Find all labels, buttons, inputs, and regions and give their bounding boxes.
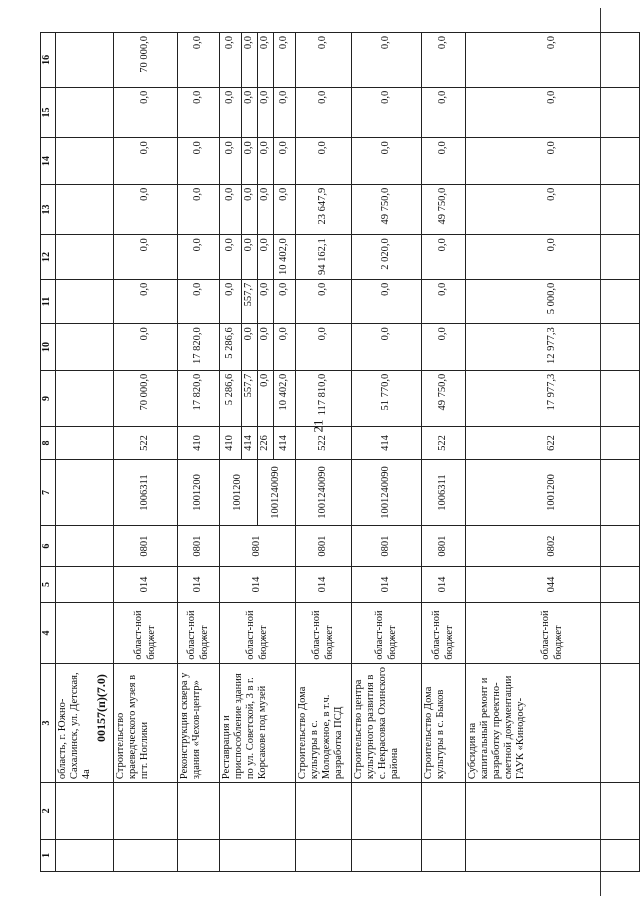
col-header: 15 xyxy=(41,87,56,138)
table-row xyxy=(422,33,466,872)
cell: 0801 xyxy=(114,526,178,566)
cell: 0,0 xyxy=(352,87,422,138)
cell: 0801 xyxy=(352,526,422,566)
cell: 17 820,0 xyxy=(178,324,220,370)
funding-source: област-ной бюджет xyxy=(220,603,296,664)
cell: 17 820,0 xyxy=(178,370,220,427)
cell: 49 750,0 xyxy=(422,370,466,427)
cell: 0,0 xyxy=(220,235,242,279)
cell: 0,0 xyxy=(296,138,352,184)
cell: 0,0 xyxy=(352,138,422,184)
cell: 0,0 xyxy=(220,184,242,235)
cell: 70 000,0 xyxy=(114,33,178,88)
object-name: Реставрация и приспособление здания по ул. Советской, 3 в г. Корсакове под музей xyxy=(220,663,296,782)
cell: 014 xyxy=(220,566,296,602)
col-header: 10 xyxy=(41,324,56,370)
cell: 0,0 xyxy=(220,138,242,184)
cell: 0,0 xyxy=(242,235,258,279)
cell: 0,0 xyxy=(352,324,422,370)
cell: 0,0 xyxy=(178,184,220,235)
cell: 0,0 xyxy=(422,33,466,88)
object-name: Субсидия на капитальный ремонт и разработку проектно-сметной документации ГАУК «Кинодосу- xyxy=(466,663,640,782)
cell: 0,0 xyxy=(114,138,178,184)
col-header: 8 xyxy=(41,427,56,459)
cell: 522 xyxy=(114,427,178,459)
cell: 0,0 xyxy=(352,279,422,323)
cell: 0,0 xyxy=(422,235,466,279)
cell: 0,0 xyxy=(178,33,220,88)
cell: 414 xyxy=(242,427,258,459)
col-header: 16 xyxy=(41,33,56,88)
cell: 0,0 xyxy=(258,370,274,427)
col-header: 9 xyxy=(41,370,56,427)
cell: 014 xyxy=(422,566,466,602)
cell: 0,0 xyxy=(114,184,178,235)
cell: 0,0 xyxy=(466,235,640,279)
col-header: 5 xyxy=(41,566,56,602)
cell: 1001200 xyxy=(466,459,640,526)
cell: 0,0 xyxy=(114,235,178,279)
cell: 1001200 xyxy=(220,459,258,526)
cell: 0,0 xyxy=(220,87,242,138)
funding-source: област-ной бюджет xyxy=(114,603,178,664)
cell: 0,0 xyxy=(422,87,466,138)
continued-address: область, г. Южно-Сахалинск, ул. Детская, 4а xyxy=(56,663,114,782)
cell: 522 xyxy=(296,427,352,459)
cell: 014 xyxy=(352,566,422,602)
cell: 0,0 xyxy=(352,33,422,88)
page-number: 21 xyxy=(310,419,326,433)
cell: 0,0 xyxy=(258,87,274,138)
cell: 49 750,0 xyxy=(422,184,466,235)
cell: 0801 xyxy=(296,526,352,566)
col-header: 13 xyxy=(41,184,56,235)
cell: 014 xyxy=(296,566,352,602)
col-header: 11 xyxy=(41,279,56,323)
object-name: Реконструкция сквера у здания «Чехов-центр» xyxy=(178,663,220,782)
funding-source: област-ной бюджет xyxy=(352,603,422,664)
cell: 49 750,0 xyxy=(352,184,422,235)
budget-table-rotated xyxy=(40,32,640,872)
cell: 0,0 xyxy=(274,324,296,370)
object-name: Строительство краеведческого музея в пгт. Ноглики xyxy=(114,663,178,782)
cell: 0,0 xyxy=(466,184,640,235)
cell: 0,0 xyxy=(220,279,242,323)
cell: 0,0 xyxy=(178,87,220,138)
cell: 414 xyxy=(352,427,422,459)
cell: 014 xyxy=(114,566,178,602)
table-row xyxy=(178,33,220,872)
budget-table xyxy=(40,32,640,872)
cell: 622 xyxy=(466,427,640,459)
cell: 0,0 xyxy=(242,33,258,88)
cell: 117 810,0 xyxy=(296,370,352,427)
cell: 23 647,9 xyxy=(296,184,352,235)
cell: 0,0 xyxy=(274,184,296,235)
cell: 1001240090 xyxy=(258,459,296,526)
cell: 1001200 xyxy=(178,459,220,526)
cell: 0,0 xyxy=(242,324,258,370)
cell: 0,0 xyxy=(258,279,274,323)
cell: 014 xyxy=(178,566,220,602)
cell: 5 286,6 xyxy=(220,370,242,427)
cell: 0,0 xyxy=(242,184,258,235)
cell: 0,0 xyxy=(296,87,352,138)
cell: 0,0 xyxy=(258,138,274,184)
cell: 0,0 xyxy=(274,138,296,184)
cell: 1006311 xyxy=(422,459,466,526)
cell: 0,0 xyxy=(114,324,178,370)
cell: 5 286,6 xyxy=(220,324,242,370)
cell: 10 402,0 xyxy=(274,235,296,279)
cell: 0,0 xyxy=(258,184,274,235)
cell: 0,0 xyxy=(422,279,466,323)
table-row xyxy=(220,33,242,872)
col-header: 3 xyxy=(41,663,56,782)
cell: 5 000,0 xyxy=(466,279,640,323)
cell: 0,0 xyxy=(466,138,640,184)
cell: 0,0 xyxy=(114,279,178,323)
cell: 0801 xyxy=(220,526,296,566)
col-header: 4 xyxy=(41,603,56,664)
cell: 0802 xyxy=(466,526,640,566)
cell: 414 xyxy=(274,427,296,459)
cell: 0,0 xyxy=(220,33,242,88)
cell: 0,0 xyxy=(178,138,220,184)
object-name: Строительство Дома культуры в с. Молодежное, в т.ч. разработка ПСД xyxy=(296,663,352,782)
object-name: Строительство центра культурного развития в с. Некрасовка Охинского района xyxy=(352,663,422,782)
funding-source: област-ной бюджет xyxy=(178,603,220,664)
cell: 0,0 xyxy=(296,279,352,323)
cell: 1001240090 xyxy=(296,459,352,526)
cell: 0,0 xyxy=(258,33,274,88)
object-name: Строительство Дома культуры в с. Быков xyxy=(422,663,466,782)
col-header: 12 xyxy=(41,235,56,279)
cell: 557,7 xyxy=(242,370,258,427)
cell: 0801 xyxy=(178,526,220,566)
cell: 0,0 xyxy=(114,87,178,138)
column-number-row xyxy=(41,33,56,872)
cell: 17 977,3 xyxy=(466,370,640,427)
cell: 0,0 xyxy=(274,279,296,323)
cell: 51 770,0 xyxy=(352,370,422,427)
cell: 0,0 xyxy=(274,87,296,138)
table-row xyxy=(114,33,178,872)
cell: 044 xyxy=(466,566,640,602)
cell: 0,0 xyxy=(242,87,258,138)
cell: 1006311 xyxy=(114,459,178,526)
cell: 0,0 xyxy=(422,324,466,370)
col-header: 6 xyxy=(41,526,56,566)
cell: 10 402,0 xyxy=(274,370,296,427)
cell: 94 162,1 xyxy=(296,235,352,279)
col-header: 14 xyxy=(41,138,56,184)
col-header: 1 xyxy=(41,839,56,871)
cell: 2 020,0 xyxy=(352,235,422,279)
cell: 0,0 xyxy=(296,324,352,370)
cell: 0801 xyxy=(422,526,466,566)
cell: 0,0 xyxy=(422,138,466,184)
cell: 0,0 xyxy=(258,235,274,279)
table-row-continuation xyxy=(56,33,114,872)
cell: 0,0 xyxy=(258,324,274,370)
cell: 410 xyxy=(178,427,220,459)
cell: 410 xyxy=(220,427,242,459)
cell: 0,0 xyxy=(296,33,352,88)
cell: 0,0 xyxy=(466,87,640,138)
cell: 0,0 xyxy=(274,33,296,88)
cell: 12 977,3 xyxy=(466,324,640,370)
cell: 226 xyxy=(258,427,274,459)
cell: 0,0 xyxy=(466,33,640,88)
document-code: 00157(п)(7.0) xyxy=(94,674,108,742)
cell: 70 000,0 xyxy=(114,370,178,427)
table-row xyxy=(352,33,422,872)
table-row xyxy=(466,33,640,872)
cell: 1001240090 xyxy=(352,459,422,526)
funding-source: област-ной бюджет xyxy=(422,603,466,664)
col-header: 7 xyxy=(41,459,56,526)
col-header: 2 xyxy=(41,783,56,840)
funding-source: област-ной бюджет xyxy=(296,603,352,664)
cell: 557,7 xyxy=(242,279,258,323)
cell: 0,0 xyxy=(178,235,220,279)
cell: 0,0 xyxy=(178,279,220,323)
cell: 522 xyxy=(422,427,466,459)
cell: 0,0 xyxy=(242,138,258,184)
funding-source: област-ной бюджет xyxy=(466,603,640,664)
table-row xyxy=(296,33,352,872)
